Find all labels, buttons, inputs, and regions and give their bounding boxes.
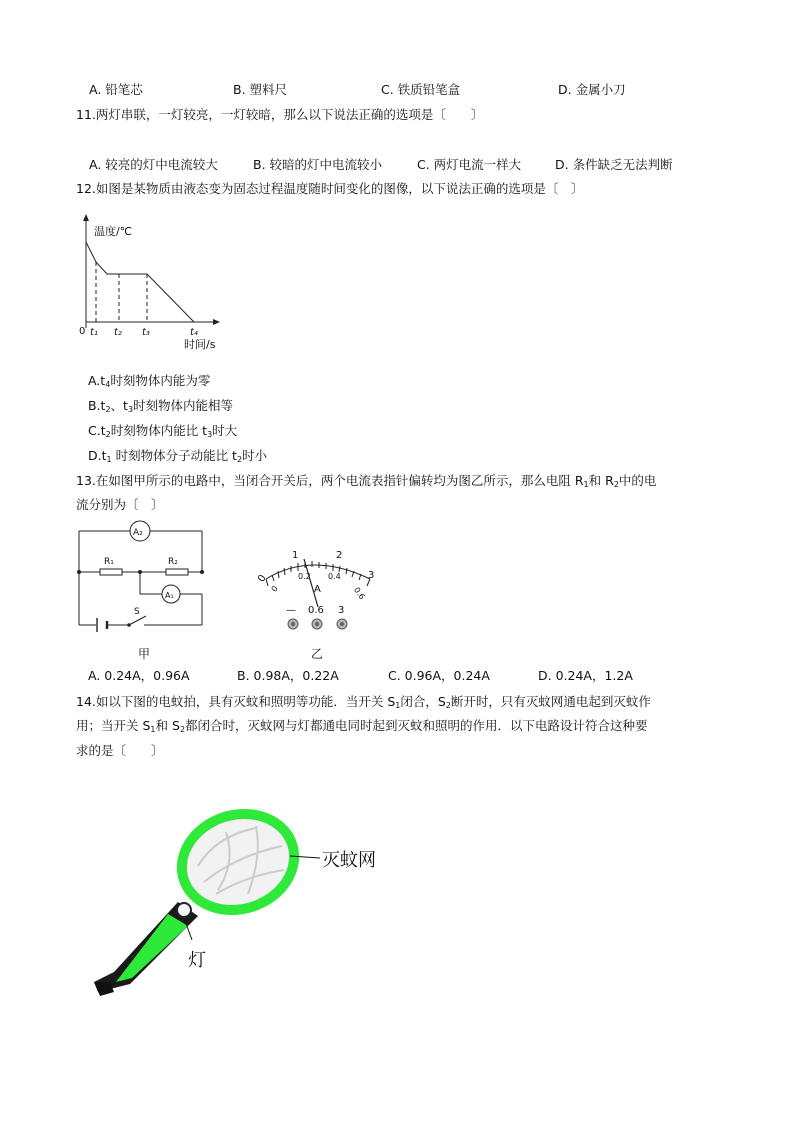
scale-bottom-3: 0.6	[351, 585, 367, 602]
switch-blade	[129, 616, 146, 625]
circuit-caption: 甲	[138, 647, 151, 661]
q13-stem-line1: 13.在如图甲所示的电路中，当闭合开关后，两个电流表指针偏转均为图乙所示，那么电阻 $R_1$和 $R_2$中的电	[76, 473, 657, 489]
y-axis-label: 温度/℃	[94, 225, 133, 238]
q13-option-a: A. 0.24A，0.96A	[88, 668, 190, 683]
x-axis-arrow-icon	[213, 319, 220, 325]
q12-option-a: $A.t_4$时刻物体内能为零	[88, 373, 211, 389]
svg-text:R₂: R₂	[168, 557, 178, 567]
y-axis-arrow-icon	[83, 214, 89, 221]
scale-top-3: 3	[368, 570, 375, 581]
q12-option-b: $B.t_2$、$t_3$时刻物体内能相等	[88, 398, 234, 414]
q11-option-b: B. 较暗的灯中电流较小	[253, 157, 383, 172]
q13-option-b: B. 0.98A，0.22A	[237, 668, 339, 683]
q11-option-c: C. 两灯电流一样大	[417, 157, 522, 172]
origin-label: 0	[79, 326, 86, 337]
svg-text:R₁: R₁	[104, 557, 114, 567]
q13-stem-line2: 流分别为〔 〕	[76, 497, 164, 512]
tick-t3: t₃	[142, 327, 150, 338]
dial-arc	[266, 565, 370, 579]
resistor-r1	[100, 569, 122, 575]
scale-bottom-0: 0	[269, 584, 280, 594]
terminal-label-0.6: 0.6	[308, 605, 324, 616]
q10-option-a: A. 铅笔芯	[89, 82, 143, 97]
racket-lamp	[177, 903, 191, 917]
scale-bottom-1: 0.2	[298, 572, 311, 581]
q14-mosquito-racket-figure	[86, 806, 396, 998]
tick-t1: t₁	[90, 327, 98, 338]
q14-stem-line2: 用；当开关 $S_1$和 $S_2$都闭合时，灭蚊网与灯都通电同时起到灭蚊和照明的作用．以下电路设计符合这种要	[76, 718, 648, 734]
lamp-label: 灯	[188, 950, 206, 971]
q12-option-d: $D.t_1$ 时刻物体分子动能比 $t_2$时小	[88, 448, 268, 464]
cooling-curve	[86, 242, 194, 322]
q12-stem: 12.如图是某物质由液态变为固态过程温度随时间变化的图像，以下说法正确的选项是〔 〕	[76, 181, 584, 196]
scale-bottom-2: 0.4	[328, 572, 341, 581]
q10-option-c: C. 铁质铅笔盒	[381, 82, 461, 97]
meter-caption: 乙	[311, 647, 324, 661]
svg-text:A₂: A₂	[133, 528, 143, 538]
scale-top-1: 1	[292, 550, 299, 561]
q13-option-d: D. 0.24A，1.2A	[538, 668, 633, 683]
q12-option-c: $C.t_2$时刻物体内能比 $t_3$时大	[88, 423, 238, 439]
dial-pointer	[304, 559, 318, 607]
q11-option-a: A. 较亮的灯中电流较大	[89, 157, 218, 172]
svg-text:A₁: A₁	[165, 591, 174, 600]
q13-circuit-diagram	[70, 517, 210, 662]
junction-right	[200, 570, 204, 574]
terminal-label-negative: —	[286, 605, 296, 616]
racket-handle-grip	[116, 914, 188, 982]
q14-stem-line3: 求的是〔 〕	[76, 743, 164, 758]
scale-top-2: 2	[336, 550, 343, 561]
switch-label: S	[134, 607, 140, 617]
dial-unit: A	[314, 584, 321, 595]
scale-top-0: 0	[256, 573, 269, 585]
q10-option-d: D. 金属小刀	[558, 82, 626, 97]
q10-option-b: B. 塑料尺	[233, 82, 288, 97]
x-axis-label: 时间/s	[184, 338, 216, 351]
q14-stem-line1: 14.如以下图的电蚊拍，具有灭蚊和照明等功能．当开关 $S_1$闭合，$S_2$断开时，只有灭蚊网通电起到灭蚊作	[76, 694, 651, 710]
junction-mid	[138, 570, 142, 574]
net-label: 灭蚊网	[322, 850, 376, 871]
resistor-r2	[166, 569, 188, 575]
q11-option-d: D. 条件缺乏无法判断	[555, 157, 673, 172]
tick-t2: t₂	[114, 327, 122, 338]
terminal-label-3: 3	[338, 605, 345, 616]
q13-ammeter-dial	[252, 545, 382, 663]
tick-t4: t₄	[190, 327, 198, 338]
q12-temperature-graph	[74, 212, 234, 352]
q13-option-c: C. 0.96A，0.24A	[388, 668, 490, 683]
junction-left	[77, 570, 81, 574]
q11-stem: 11.两灯串联，一灯较亮，一灯较暗，那么以下说法正确的选项是〔 〕	[76, 107, 484, 122]
